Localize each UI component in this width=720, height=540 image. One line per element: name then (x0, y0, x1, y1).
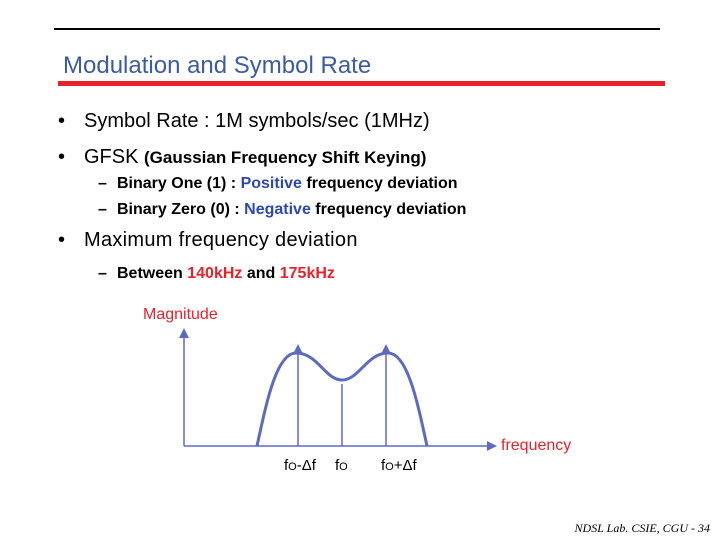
tick-suffix: -Δf (296, 457, 316, 474)
tick-subscript: O (339, 461, 348, 473)
bullet-lead: GFSK (84, 146, 145, 168)
bullet-marker: • (58, 146, 66, 168)
tick-base: f (284, 457, 289, 474)
negative-highlight: Negative (244, 201, 311, 218)
range-low-value: 140kHz (187, 265, 243, 282)
sub-text-mid: and (242, 265, 280, 282)
bullet-text: Maximum frequency deviation (84, 229, 358, 251)
bullet-marker: • (58, 229, 66, 251)
tick-label-f0-plus-delta (381, 457, 417, 474)
x-axis-label: frequency (501, 437, 572, 454)
dash-marker: – (98, 201, 107, 218)
tick-subscript: O (385, 461, 394, 473)
sub-text-pre: Binary Zero (0) : (117, 201, 245, 218)
tick-label-f0-minus-delta (284, 457, 316, 474)
sub-text-post: frequency deviation (310, 201, 467, 218)
sub-text-post: frequency deviation (301, 175, 458, 192)
slide-footer: NDSL Lab. CSIE, CGU - 34 (574, 521, 710, 535)
sub-text-pre: Between (117, 265, 188, 282)
sub-text-pre: Binary One (1) : (117, 175, 241, 192)
range-high-value: 175kHz (279, 265, 335, 282)
tick-label-f0 (335, 457, 348, 474)
positive-highlight: Positive (240, 175, 302, 192)
bullet-expansion: (Gaussian Frequency Shift Keying) (144, 148, 427, 167)
dash-marker: – (98, 175, 107, 192)
slide-title: Modulation and Symbol Rate (63, 52, 372, 79)
bullet-text: Symbol Rate : 1M symbols/sec (1MHz) (84, 110, 430, 132)
tick-subscript: O (288, 461, 297, 473)
tick-base: f (335, 457, 340, 474)
bullet-marker: • (58, 110, 66, 132)
tick-suffix: +Δf (393, 457, 417, 474)
tick-base: f (381, 457, 386, 474)
y-axis-label: Magnitude (143, 306, 218, 323)
dash-marker: – (98, 265, 107, 282)
